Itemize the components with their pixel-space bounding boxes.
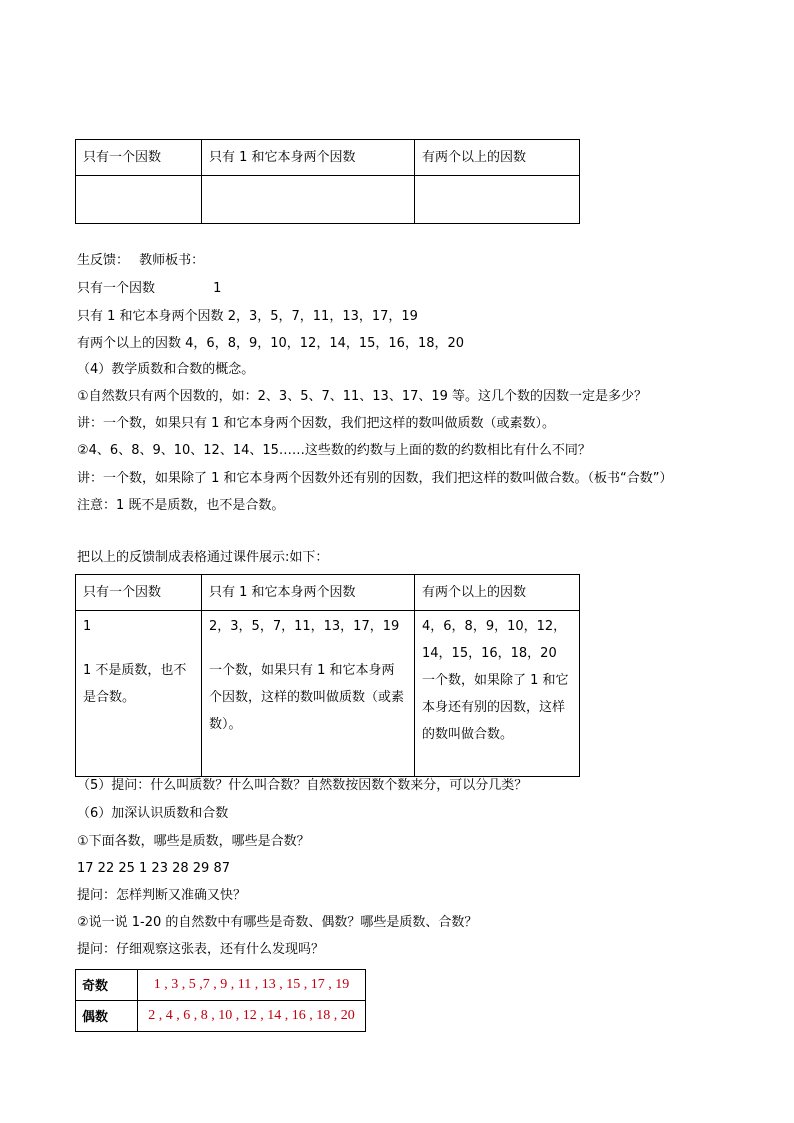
table2-one-number: 1 bbox=[83, 619, 92, 634]
board-row-1-label: 只有一个因数 bbox=[77, 281, 156, 296]
table2-header-one-factor: 只有一个因数 bbox=[76, 575, 202, 611]
table2-composite-numbers: 4，6，8，9，10，12，14，15，16，18，20 bbox=[422, 619, 567, 661]
ask-judge: 提问：怎样判断又准确又快？ bbox=[77, 888, 247, 903]
exercise-1-numbers: 17 22 25 1 23 28 29 87 bbox=[77, 861, 230, 876]
board-row-3-value: 4，6，8，9，10，12，14，15，16，18，20 bbox=[185, 336, 465, 351]
table2-one-text: 1 不是质数，也不是合数。 bbox=[83, 663, 187, 705]
odd-even-table bbox=[75, 969, 366, 1032]
table1-header-two-factors: 只有 1 和它本身两个因数 bbox=[202, 140, 415, 176]
factor-table-filled bbox=[75, 574, 580, 777]
board-row-2 bbox=[77, 309, 418, 326]
ask-observe: 提问：仔细观察这张表，还有什么发现吗？ bbox=[77, 942, 325, 957]
odd-values: 1 , 3 , 5 ,7 , 9 , 11 , 13 , 15 , 17 , 19 bbox=[138, 970, 366, 1001]
section-4-heading: （4）教学质数和合数的概念。 bbox=[77, 362, 255, 377]
explain-composite: 讲：一个数，如果除了 1 和它本身两个因数外还有别的因数，我们把这样的数叫做合数。（板书“合数”） bbox=[77, 471, 673, 486]
table2-prime-numbers: 2，3，5，7，11，13，17，19 bbox=[209, 619, 400, 634]
table2-composite-definition: 一个数，如果除了 1 和它本身还有别的因数，这样的数叫做合数。 bbox=[422, 673, 569, 742]
exercise-2: ②说一说 1-20 的自然数中有哪些是奇数、偶数？哪些是质数、合数？ bbox=[77, 915, 478, 930]
board-row-1 bbox=[77, 281, 221, 298]
table2-cell-composite bbox=[415, 611, 580, 777]
feedback-line bbox=[77, 253, 204, 270]
board-row-2-value: 2，3，5，7，11，13，17，19 bbox=[227, 309, 418, 324]
table1-cell-empty bbox=[415, 176, 580, 224]
question-1: ①自然数只有两个因数的，如：2、3、5、7、11、13、17、19 等。这几个数的因数一定是多少？ bbox=[77, 389, 648, 404]
table2-cell-prime bbox=[202, 611, 415, 777]
odd-label: 奇数 bbox=[76, 970, 138, 1001]
table1-header-one-factor: 只有一个因数 bbox=[76, 140, 202, 176]
table1-header-many-factors: 有两个以上的因数 bbox=[415, 140, 580, 176]
board-row-3 bbox=[77, 336, 464, 353]
factor-table-empty bbox=[75, 139, 580, 224]
board-row-2-label: 只有 1 和它本身两个因数 bbox=[77, 309, 224, 324]
board-label: 教师板书： bbox=[139, 253, 205, 268]
question-2: ②4、6、8、9、10、12、14、15……这些数的约数与上面的数的约数相比有什么不同？ bbox=[77, 443, 591, 458]
explain-prime: 讲：一个数，如果只有 1 和它本身两个因数，我们把这样的数叫做质数（或素数）。 bbox=[77, 416, 556, 431]
table-intro: 把以上的反馈制成表格通过课件展示:如下： bbox=[77, 550, 329, 565]
table1-cell-empty bbox=[76, 176, 202, 224]
table2-header-many-factors: 有两个以上的因数 bbox=[415, 575, 580, 611]
table2-prime-definition: 一个数，如果只有 1 和它本身两个因数，这样的数叫做质数（或素数）。 bbox=[209, 663, 405, 732]
exercise-1: ①下面各数，哪些是质数，哪些是合数？ bbox=[77, 834, 310, 849]
note-one: 注意：1 既不是质数，也不是合数。 bbox=[77, 498, 285, 513]
table2-cell-one-factor bbox=[76, 611, 202, 777]
section-6-heading: （6）加深认识质数和合数 bbox=[77, 806, 229, 821]
feedback-label: 生反馈： bbox=[77, 253, 130, 268]
even-values: 2 , 4 , 6 , 8 , 10 , 12 , 14 , 16 , 18 , 20 bbox=[138, 1001, 366, 1032]
even-label: 偶数 bbox=[76, 1001, 138, 1032]
table1-cell-empty bbox=[202, 176, 415, 224]
question-5: （5）提问：什么叫质数？什么叫合数？自然数按因数个数来分，可以分几类？ bbox=[77, 778, 528, 793]
board-row-1-value: 1 bbox=[213, 281, 222, 296]
board-row-3-label: 有两个以上的因数 bbox=[77, 336, 182, 351]
table2-header-two-factors: 只有 1 和它本身两个因数 bbox=[202, 575, 415, 611]
